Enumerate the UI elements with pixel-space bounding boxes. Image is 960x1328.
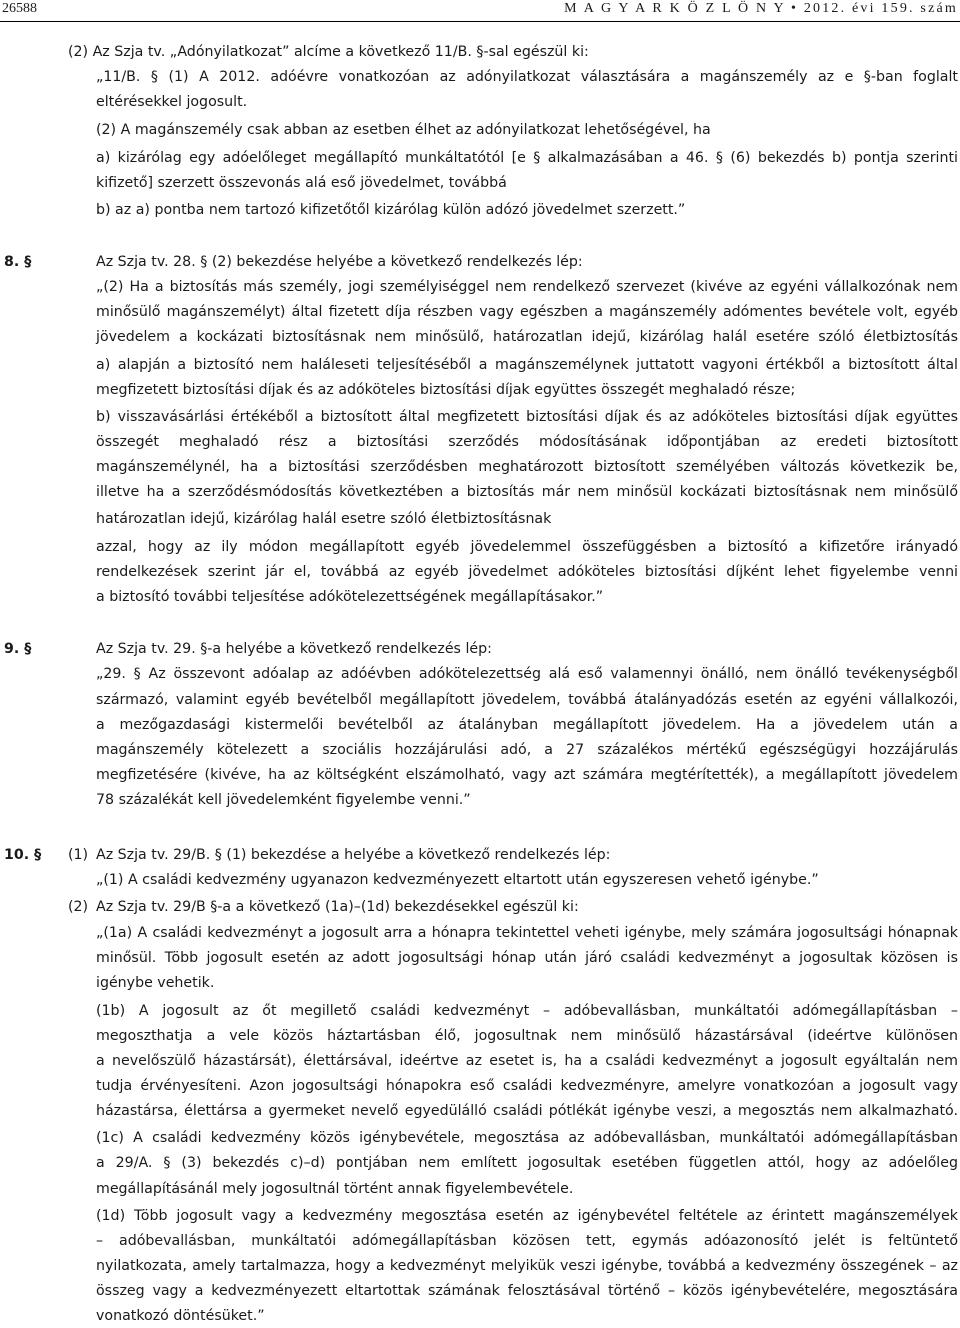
text-line: összeg vagy a kedvezményezett eltartottak számának felosztásával történő – közös igénybevételére, megosztására xyxy=(96,1283,958,1299)
text-line: Az Szja tv. 29/B §-a a következő (1a)–(1d) bekezdésekkel egészül ki: xyxy=(96,899,579,915)
text-line: (1b) A jogosult az őt megillető családi kedvezményt – adóbevallásban, munkáltatói adómegállapításban – xyxy=(96,1003,958,1019)
text-line: „11/B. § (1) A 2012. adóévre vonatkozóan az adónyilatkozat választására a magánszemély az e §-ban foglalt xyxy=(96,69,958,85)
text-line: (2) Az Szja tv. „Adónyilatkozat” alcíme a következő 11/B. §-sal egészül ki: xyxy=(68,44,589,60)
text-line: minősül. Több jogosult esetén az adott jogosultsági hónap után járó családi kedvezményt a jogosultak közösen is xyxy=(96,950,958,966)
text-line: (1d) Több jogosult vagy a kedvezmény megosztása esetén az igénybevétel feltétele az érintett magánszemélyek xyxy=(96,1208,958,1224)
text-line: b) az a) pontba nem tartozó kifizetőtől kizárólag külön adózó jövedelmet szerzett.” xyxy=(96,202,686,218)
text-line: a 29/A. § (3) bekezdés c)–d) pontjában nem említett jogosultak esetében független attól, hogy az adóelőleg xyxy=(96,1155,958,1171)
text-line: „29. § Az összevont adóalap az adóévben adókötelezettség alá eső valamennyi önálló, nem önálló tevékenységből xyxy=(96,666,958,682)
text-line: megfizetésére (kivéve, ha az költségként elszámolható, vagy azt számára megtérítették), a megállapított jövedelem xyxy=(96,767,958,783)
journal-title: M A G Y A R K Ö Z L Ö N Y • 2012. évi 159. szám xyxy=(564,1,958,16)
text-line: magánszemély kötelezett a szociális hozzájárulási adó, a 27 százalékos mértékű egészségügyi hozzájárulás xyxy=(96,742,958,758)
text-line: Az Szja tv. 29/B. § (1) bekezdése a helyébe a következő rendelkezés lép: xyxy=(96,847,611,863)
text-line: „(1a) A családi kedvezményt a jogosult arra a hónapra tekintettel veheti igénybe, mely számára jogosultsági hónapnak xyxy=(96,925,958,941)
text-line: összegét meghaladó rész a biztosítási szerződés módosításának időpontjában az eredeti biztosított xyxy=(96,434,958,450)
text-line: – adóbevallásban, munkáltatói adómegállapításban közösen tett, egymás adóazonosító jelét is feltüntető xyxy=(96,1233,958,1249)
text-line: eltérésekkel jogosult. xyxy=(96,94,248,110)
text-line: illetve ha a szerződésmódosítás következtében a biztosítás már nem minősül kockázati biztosításnak nem minősülő xyxy=(96,484,958,500)
header-rule xyxy=(0,21,960,22)
text-line: azzal, hogy az ily módon megállapított egyéb jövedelemmel összefüggésben a biztosító a kifizetőre irányadó xyxy=(96,539,958,555)
page-header xyxy=(0,0,960,22)
text-line: jövedelem a kockázati biztosításnak nem minősülő, határozatlan idejű, kizárólag halál esetére szóló életbiztosítás xyxy=(96,329,958,345)
text-line: nyilatkozata, amely tartalmazza, hogy a kedvezményt melyikük veszi igénybe, továbbá a kedvezmény összegének – az xyxy=(96,1258,958,1274)
text-line: (2) xyxy=(68,899,89,915)
text-line: magánszemélynél, ha a biztosítási szerződésben meghatározott biztosított személyében változás következik be, xyxy=(96,459,958,475)
text-line: minősülő magánszemélyt) által fizetett díja részben vagy egészben a magánszemély adómentes bevétele volt, egyéb xyxy=(96,304,958,320)
text-line: a biztosító további teljesítése adókötelezettségének megállapításakor.” xyxy=(96,589,604,605)
section-number: 10. § xyxy=(4,847,42,863)
text-line: (1) xyxy=(68,847,89,863)
text-line: a) alapján a biztosító nem haláleseti teljesítéséből a magánszemélynek juttatott vagyoni értékből a biztosított által xyxy=(96,357,958,373)
section-number: 9. § xyxy=(4,641,32,657)
text-line: származó, valamint egyéb bevételből megállapított jövedelem, továbbá átalányadózás esetén az egyéni vállalkozói, xyxy=(96,692,958,708)
text-line: Az Szja tv. 28. § (2) bekezdése helyébe a következő rendelkezés lép: xyxy=(96,254,583,270)
section-number: 8. § xyxy=(4,254,32,270)
text-line: rendelkezések szerint jár el, továbbá az egyéb jövedelmet adóköteles biztosítási díjként lehet figyelembe venni xyxy=(96,564,958,580)
text-line: házastársa, élettársa a gyermeket nevelő egyedülálló családi pótlékát igénybe veszi, a megosztás nem alkalmazható. xyxy=(96,1103,958,1119)
text-line: 78 százalékát kell jövedelemként figyelembe venni.” xyxy=(96,792,471,808)
text-line: Az Szja tv. 29. §-a helyébe a következő rendelkezés lép: xyxy=(96,641,492,657)
text-line: megállapításánál mely jogosultnál történt annak figyelembevétele. xyxy=(96,1181,574,1197)
text-line: tudja érvényesíteni. Azon jogosultsági hónapokra eső családi kedvezményre, amelyre vonatkozóan a jogosult vagy xyxy=(96,1078,958,1094)
text-line: kifizető] szerzett összevonás alá eső jövedelmet, továbbá xyxy=(96,175,507,191)
text-line: megfizetett biztosítási díjak és az adóköteles biztosítási díjak együttes összegét meghaladó része; xyxy=(96,382,796,398)
text-line: (2) A magánszemély csak abban az esetben élhet az adónyilatkozat lehetőségével, ha xyxy=(96,122,711,138)
page-number: 26588 xyxy=(2,1,37,16)
text-line: igénybe vehetik. xyxy=(96,975,215,991)
text-line: vonatkozó döntésüket.” xyxy=(96,1308,265,1324)
text-line: „(1) A családi kedvezmény ugyanazon kedvezményezett eltartott után egyszeresen vehető igénybe.” xyxy=(96,872,819,888)
text-line: „(2) Ha a biztosítás más személy, jogi személyiséggel nem rendelkező szervezet (kivéve az egyéni vállalkozónak nem xyxy=(96,279,958,295)
text-line: a) kizárólag egy adóelőleget megállapító munkáltatótól [e § alkalmazásában a 46. § (6) bekezdés b) pontja szerinti xyxy=(96,150,958,166)
text-line: határozatlan idejű, kizárólag halál esetre szóló életbiztosításnak xyxy=(96,511,552,527)
text-line: a mezőgazdasági kistermelői bevételből az átalányban megállapított jövedelem. Ha a jövedelem után a xyxy=(96,717,958,733)
text-line: a nevelőszülő házastársát), élettársával, ideértve az esetet is, ha a családi kedvezményt a jogosult egyáltalán nem xyxy=(96,1053,958,1069)
text-line: megoszthatja a vele közös háztartásban élő, jogosultnak nem minősülő házastársával (ideértve különösen xyxy=(96,1028,958,1044)
text-line: (1c) A családi kedvezmény közös igénybevétele, megosztása az adóbevallásban, munkáltatói adómegállapításban xyxy=(96,1130,958,1146)
text-line: b) visszavásárlási értékéből a biztosított által megfizetett biztosítási díjak és az adóköteles biztosítási díjak együttes xyxy=(96,409,958,425)
